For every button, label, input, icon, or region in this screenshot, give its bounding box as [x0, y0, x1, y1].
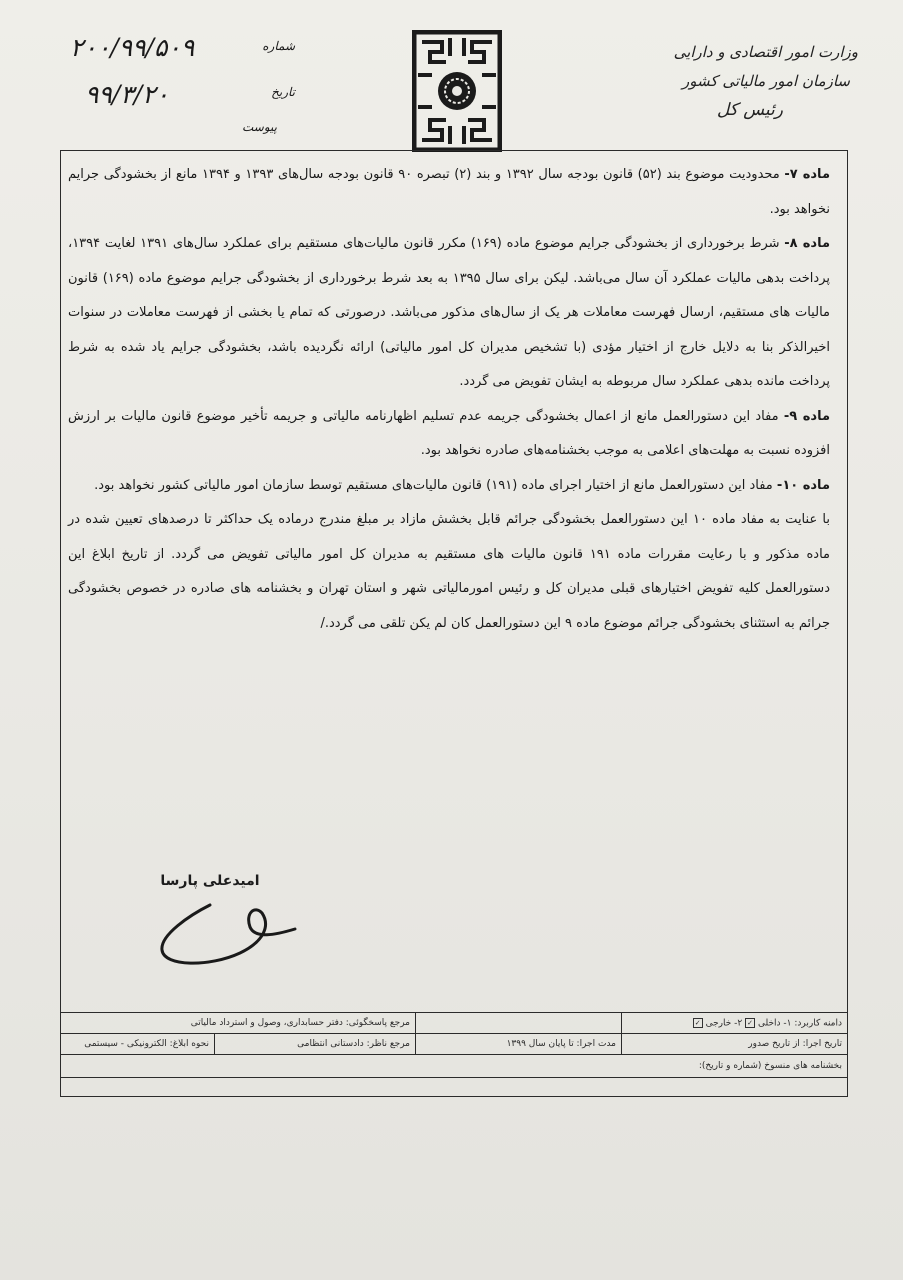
- article-text: شرط برخورداری از بخشودگی جرایم موضوع ماده (۱۶۹) مکرر قانون مالیات‌های مستقیم برای عملکرد سال‌های ۱۳۹۱ لغایت ۱۳۹۴، پرداخت بدهی مالیات عملکرد آن سال می‌باشد. لیکن برای سال ۱۳۹۵ به بعد شرط برخورداری از بخشودگی جرایم موضوع ماده (۱۶۹) قانون مالیات های مستقیم، ارسال فهرست معاملات هر یک از سال‌های مذکور می‌باشد. درصورتی که تمام یا بخشی از فهرست معاملات در سنوات اخیرالذکر بنا به دلایل خارج از اختیار مؤدی (با تشخیص مدیران کل امور مالیاتی) ارائه نگردیده باشد، بخشودگی جرایم یاد شده به شرط پرداخت مانده بدهی عملکرد سال مربوطه به ایشان تفویض می گردد.: [68, 236, 830, 389]
- checkbox-checked-icon: ✓: [745, 1018, 755, 1028]
- article-10: [68, 469, 830, 504]
- letterhead: [658, 38, 858, 125]
- emblem-logo: [412, 30, 502, 152]
- oversight-cell: مرجع ناظر: دادستانی انتظامی: [215, 1034, 416, 1055]
- date-label: تاریخ: [271, 85, 295, 99]
- article-text: مفاد این دستورالعمل مانع از اعمال بخشودگی جریمه عدم تسلیم اظهارنامه مالیاتی و جریمه تأخیر موضوع قانون مالیات بر ارزش افزوده نسبت به مهلت‌های اعلامی به موجب بخشنامه‌های صادره نخواهد بود.: [68, 408, 830, 458]
- letter-body: [68, 158, 830, 641]
- article-7: [68, 158, 830, 227]
- handwritten-signature: [150, 895, 310, 975]
- checkbox-checked-icon: ✓: [693, 1018, 703, 1028]
- annulled-circulars-cell: بخشنامه های منسوخ (شماره و تاریخ):: [61, 1055, 848, 1078]
- internal-option: ۱- داخلی: [757, 1018, 792, 1029]
- number-label: شماره: [262, 39, 295, 53]
- external-option: ۲- خارجی: [705, 1018, 743, 1029]
- office-title: رئیس کل: [716, 100, 783, 120]
- article-heading: ماده ۷-: [784, 167, 830, 182]
- article-text: محدودیت موضوع بند (۵۲) قانون بودجه سال ۱۳۹۲ و بند (۲) تبصره ۹۰ قانون بودجه سال‌های ۱۳۹۳ و ۱۳۹۴ مانع از بخشودگی جرایم نخواهد بود.: [68, 167, 830, 217]
- article-heading: ماده ۱۰-: [776, 477, 830, 493]
- audience-cell: [622, 1013, 848, 1034]
- article-heading: ماده ۹-: [783, 408, 830, 424]
- article-9: [68, 400, 830, 469]
- audience-label: دامنه کاربرد:: [794, 1018, 842, 1029]
- organization-name: سازمان امور مالیاتی کشور: [682, 72, 850, 90]
- letter-date: ۹۹/۳/۲۰: [85, 80, 169, 109]
- effective-date-cell: تاریخ اجرا: از تاریخ صدور: [622, 1034, 848, 1055]
- referral-cell: مرجع پاسخگوئی: دفتر حسابداری، وصول و استرداد مالیاتی: [61, 1013, 416, 1034]
- letter-number: ۲۰۰/۹۹/۵۰۹: [70, 33, 195, 62]
- blank-cell: [416, 1013, 622, 1034]
- letter-reference: [55, 25, 295, 140]
- attachment-label: پیوست: [242, 120, 277, 134]
- closing-paragraph: با عنایت به مفاد ماده ۱۰ این دستورالعمل بخشودگی جرائم قابل بخشش مازاد بر مبلغ مندرج درماده یک حداکثر تا درصدهای تعیین شده در ماده مذکور و با رعایت مقررات ماده ۱۹۱ قانون مالیات های مستقیم به مدیران کل امور مالیاتی تفویض می گردد. از تاریخ ابلاغ این دستورالعمل کلیه تفویض اختیارهای قبلی مدیران کل و رئیس امورمالیاتی شهر و استان تهران و بخشنامه های صادره در خصوص بخشودگی جرائم به استثنای بخشودگی جرائم موضوع ماده ۹ این دستورالعمل کان لم یکن تلقی می گردد./: [68, 512, 830, 631]
- ministry-name: وزارت امور اقتصادی و دارایی: [673, 43, 858, 61]
- notification-cell: نحوه ابلاغ: الکترونیکی - سیستمی: [61, 1034, 215, 1055]
- article-heading: ماده ۸-: [784, 236, 831, 251]
- article-text: مفاد این دستورالعمل مانع از اختیار اجرای ماده (۱۹۱) قانون مالیات‌های مستقیم توسط سازمان امور مالیاتی کشور نخواهد بود.: [94, 477, 773, 493]
- validity-cell: مدت اجرا: تا پایان سال ۱۳۹۹: [416, 1034, 622, 1055]
- document-footer-table: [60, 1012, 848, 1078]
- signatory-name: امیدعلی پارسا: [160, 873, 260, 889]
- article-8: [68, 227, 830, 400]
